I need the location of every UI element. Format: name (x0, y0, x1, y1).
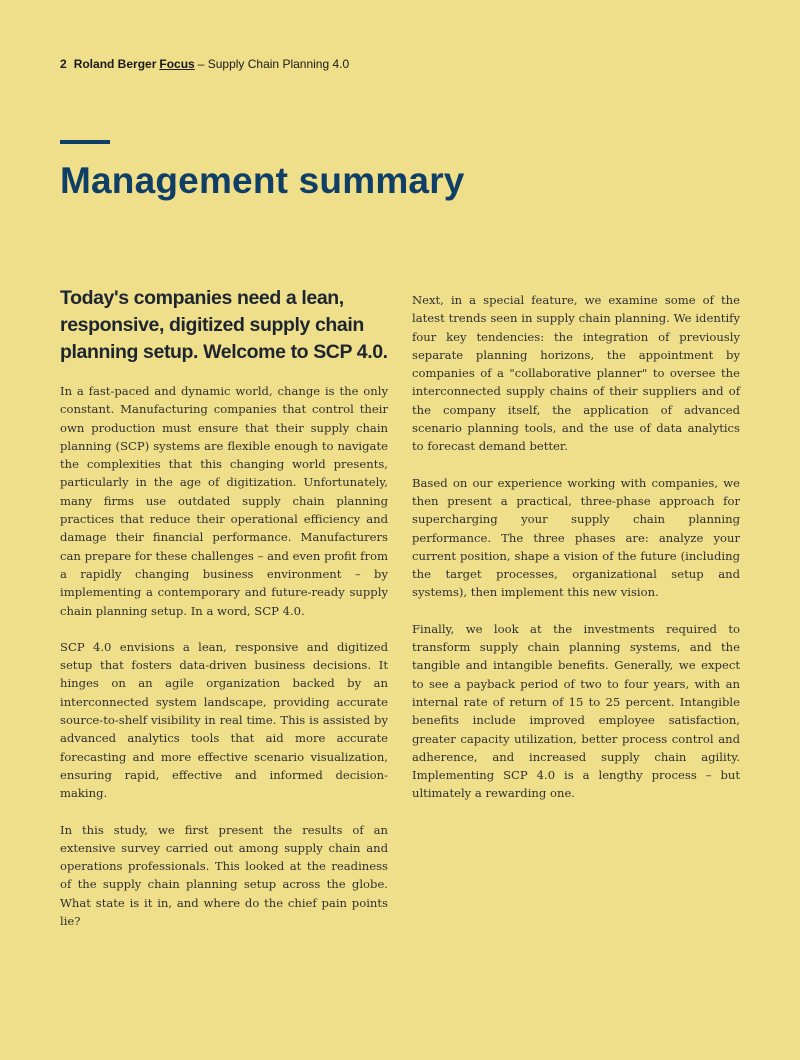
running-header (60, 57, 349, 71)
right-column (412, 291, 740, 821)
body-paragraph: In a fast-paced and dynamic world, change is the only constant. Manufacturing companies that control their own production must ensure that their supply chain planning (SCP) systems are flexible enough to navigate the complexities that this changing world presents, particularly in the age of digitization. Unfortunately, many firms use outdated supply chain planning practices that reduce their operational efficiency and damage their financial performance. Manufacturers can prepare for these challenges – and even profit from a rapidly changing business environment – by implementing a contemporary and future-ready supply chain planning setup. In a word, SCP 4.0. (60, 384, 388, 618)
lead-heading: Today's companies need a lean, responsive, digitized supply chain planning setup. Welcome to SCP 4.0. (60, 287, 388, 363)
left-column (60, 285, 388, 948)
body-paragraph: In this study, we first present the results of an extensive survey carried out among supply chain and operations professionals. This looked at the readiness of the supply chain planning setup across the globe. What state is it in, and where do the chief pain points lie? (60, 822, 388, 929)
focus-label: Focus (159, 57, 195, 71)
body-paragraph: Finally, we look at the investments required to transform supply chain planning systems, and the tangible and intangible benefits. Generally, we expect to see a payback period of two to four years, with an internal rate of return of 15 to 25 percent. Intangible benefits include improved employee satisfaction, greater capacity utilization, better process control and adherence, and increased supply chain agility. Implementing SCP 4.0 is a lengthy process – but ultimately a rewarding one. (412, 621, 740, 801)
brand-name: Roland Berger (73, 57, 157, 71)
body-paragraph: Based on our experience working with companies, we then present a practical, three-phase approach for supercharging your supply chain planning performance. The three phases are: analyze your current position, shape a vision of the future (including the target processes, organizational setup and systems), then implement this new vision. (412, 475, 740, 600)
report-subtitle: – Supply Chain Planning 4.0 (197, 57, 350, 71)
body-paragraph: Next, in a special feature, we examine some of the latest trends seen in supply chain planning. We identify four key tendencies: the integration of previously separate planning horizons, the appointment by companies of a "collaborative planner" to oversee the interconnected supply chains of their suppliers and of the company itself, the application of advanced scenario planning tools, and the use of data analytics to forecast demand better. (412, 293, 740, 454)
page-number: 2 (60, 57, 67, 71)
body-paragraph: SCP 4.0 envisions a lean, responsive and digitized setup that fosters data-driven business decisions. It hinges on an agile organization backed by an interconnected system landscape, providing accurate source-to-shelf visibility in real time. This is assisted by advanced analytics tools that aid more accurate forecasting and more effective scenario visualization, ensuring rapid, effective and informed decision-making. (60, 639, 388, 801)
page-title: Management summary (60, 160, 465, 201)
title-accent-rule (60, 140, 110, 144)
